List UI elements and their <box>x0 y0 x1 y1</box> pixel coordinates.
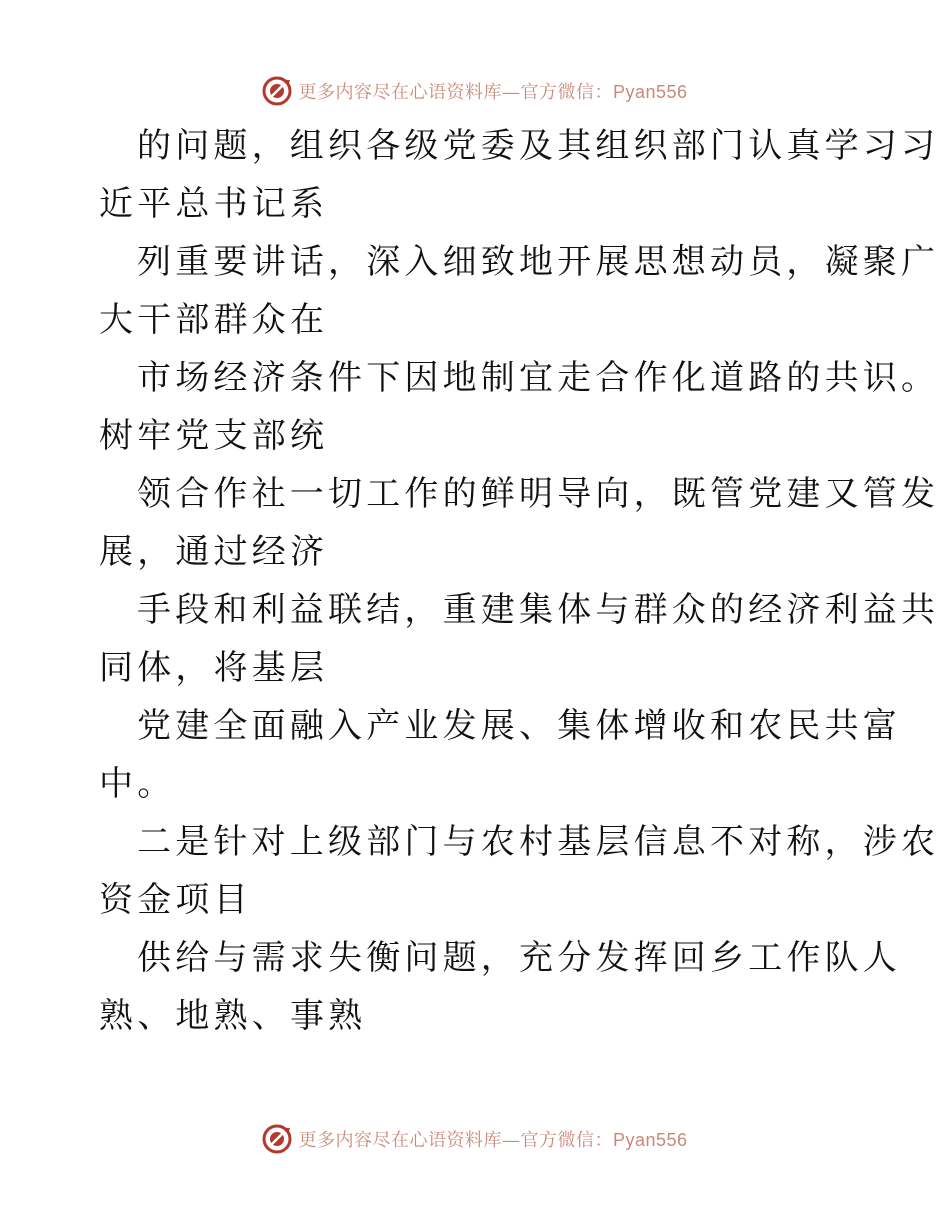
text-line: 手段和利益联结，重建集体与群众的经济利益共 <box>137 590 940 630</box>
text-line: 党建全面融入产业发展、集体增收和农民共富 <box>137 706 901 746</box>
text-line: 中。 <box>99 764 176 804</box>
watermark-wechat-id: Pyan556 <box>612 82 688 102</box>
text-line: 二是针对上级部门与农村基层信息不对称，涉农 <box>137 822 940 862</box>
text-line: 树牢党支部统 <box>99 416 329 456</box>
watermark-wechat-id: Pyan556 <box>612 1130 688 1150</box>
text-line: 资金项目 <box>99 880 252 920</box>
text-line: 同体，将基层 <box>99 648 329 688</box>
text-line: 市场经济条件下因地制宜走合作化道路的共识。 <box>137 358 940 398</box>
header-watermark <box>0 71 950 111</box>
text-line: 大干部群众在 <box>99 300 329 340</box>
text-line: 近平总书记系 <box>99 184 329 224</box>
text-line: 展，通过经济 <box>99 532 329 572</box>
watermark-text: 更多内容尽在心语资料库—官方微信：Pyan556 <box>298 1130 688 1151</box>
text-line: 熟、地熟、事熟 <box>99 996 367 1036</box>
footer-watermark <box>0 1119 950 1159</box>
text-line: 领合作社一切工作的鲜明导向，既管党建又管发 <box>137 474 940 514</box>
text-line: 的问题，组织各级党委及其组织部门认真学习习 <box>137 126 940 166</box>
text-line: 列重要讲话，深入细致地开展思想动员，凝聚广 <box>137 242 940 282</box>
seal-logo-icon <box>262 76 292 106</box>
watermark-text: 更多内容尽在心语资料库—官方微信：Pyan556 <box>298 82 688 103</box>
seal-logo-icon <box>262 1124 292 1154</box>
text-line: 供给与需求失衡问题，充分发挥回乡工作队人 <box>137 938 901 978</box>
